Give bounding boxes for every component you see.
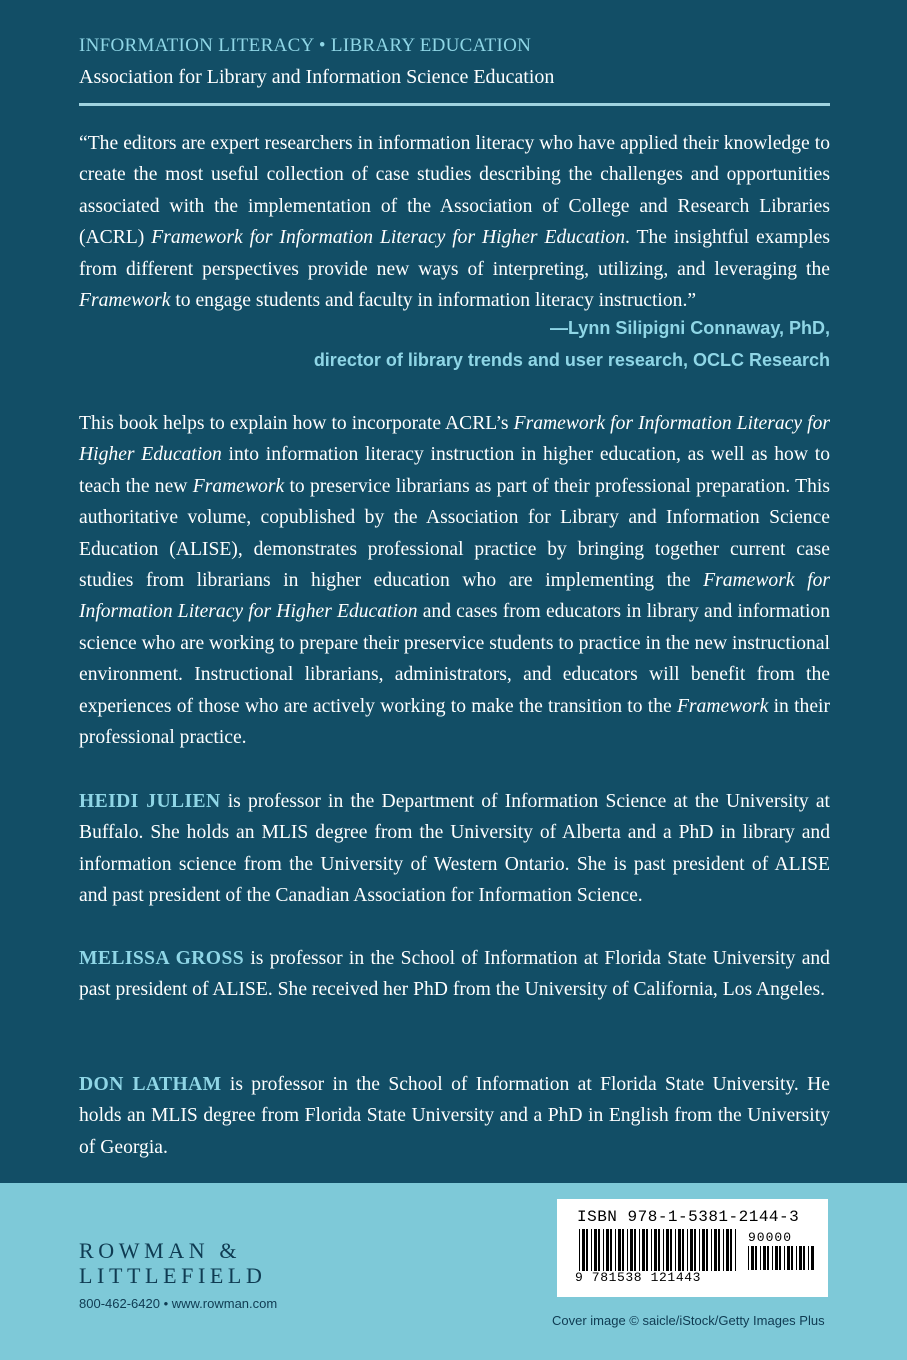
ean-digits: 9 781538 121443 (575, 1270, 702, 1285)
barcode-bar (694, 1229, 696, 1271)
barcode-bar (706, 1229, 708, 1271)
barcode-bar (579, 1229, 580, 1271)
price-barcode-bars (748, 1246, 814, 1270)
barcode-bar (714, 1229, 717, 1271)
quote-book-title: Framework for Information Literacy for Higher Education (151, 227, 626, 249)
barcode-bar (666, 1229, 669, 1271)
publisher-logo-line1: ROWMAN & (79, 1238, 242, 1263)
quote-text: to engage students and faculty in information literacy instruction.” (170, 290, 697, 312)
barcode-bar (760, 1246, 761, 1270)
organization-line: Association for Library and Information Science Education (79, 66, 555, 88)
barcode-bar (702, 1229, 705, 1271)
barcode-bar (751, 1246, 754, 1270)
description-text: to preservice librarians as part of their professional preparation. This authoritative volume, copublished by the Association for Library and Information Science Education (ALISE), demonstrates professional practice by bringing together current case studies from librarians in higher education who are implementing the (79, 475, 831, 592)
barcode-bar (606, 1229, 609, 1271)
barcode-bar (755, 1246, 757, 1270)
barcode-bar (699, 1229, 700, 1271)
quote-framework: Framework (79, 290, 171, 312)
barcode-bar (726, 1229, 729, 1271)
barcode-bar (591, 1229, 592, 1271)
barcode-bar (779, 1246, 781, 1270)
barcode-bar (687, 1229, 688, 1271)
quote-text: “The editors are expert researchers in information literacy who have applied their knowledge to create the most useful collection of case studies describing the challenges and opportunities associated with the implementation of the Association of College and Research Libraries (ACRL) (79, 133, 830, 249)
description-italic: Framework for Information Literacy for Higher Education (79, 570, 830, 623)
barcode-bar (634, 1229, 636, 1271)
barcode-bar (723, 1229, 724, 1271)
quote-text: . The insightful examples from different perspectives provide new ways of interpreting, utilizing, and leveraging the (79, 227, 830, 280)
barcode-bar (690, 1229, 693, 1271)
barcode-bar (670, 1229, 672, 1271)
price-code: 90000 (748, 1230, 793, 1245)
author-bio-text: is professor in the School of Information at Florida State University and past president of ALISE. She received her PhD from the University of California, Los Angeles. (79, 948, 830, 1001)
barcode-bar (748, 1246, 749, 1270)
barcode-bar (610, 1229, 612, 1271)
barcode-bar (678, 1229, 681, 1271)
barcode-bar (772, 1246, 773, 1270)
description-italic: Framework for Information Literacy for Higher Education (79, 413, 830, 466)
barcode-bar (796, 1246, 797, 1270)
description-text: into information literacy instruction in higher education, as well as how to teach the new (79, 444, 830, 497)
author-name: MELISSA GROSS (79, 948, 245, 969)
barcode-bar (642, 1229, 645, 1271)
barcode-bar (615, 1229, 616, 1271)
quote-attribution-title: director of library trends and user research, OCLC Research (313, 350, 830, 370)
author-bio-text: is professor in the School of Information at Florida State University. He holds an MLIS degree from Florida State University and a PhD in English from the University of Georgia. (79, 1074, 830, 1158)
barcode-bar (630, 1229, 633, 1271)
barcode-bar (622, 1229, 624, 1271)
barcode-bar (682, 1229, 684, 1271)
barcode-bar (675, 1229, 676, 1271)
publisher-contact: 800-462-6420 • www.rowman.com (79, 1296, 278, 1311)
category-line: INFORMATION LITERACY • LIBRARY EDUCATION (79, 35, 532, 56)
description-text: and cases from educators in library and information science who are working to prepare their preservice students to practice in the new instructional environment. Instructional librarians, administrators, and educators will benefit from the experiences of those who are actively working to make the transition to the (79, 601, 830, 717)
barcode-bar (763, 1246, 766, 1270)
barcode-bar (735, 1229, 736, 1271)
barcode-bar (799, 1246, 802, 1270)
barcode-bar (658, 1229, 660, 1271)
barcode-bar (582, 1229, 585, 1271)
barcode-bar (775, 1246, 778, 1270)
publisher-logo-line2: LITTLEFIELD (79, 1263, 267, 1288)
barcode-bar (787, 1246, 790, 1270)
barcode-bar (586, 1229, 588, 1271)
barcode-bar (803, 1246, 805, 1270)
barcode-bar (811, 1246, 814, 1270)
barcode-bar (646, 1229, 648, 1271)
barcode-bar (791, 1246, 793, 1270)
barcode-bar (718, 1229, 720, 1271)
description-text: This book helps to explain how to incorporate ACRL’s (79, 413, 514, 434)
description-italic: Framework (676, 695, 769, 717)
barcode-bar (730, 1229, 732, 1271)
barcode-bar (603, 1229, 604, 1271)
cover-image-credit: Cover image © saicle/iStock/Getty Images Plus (552, 1313, 825, 1328)
barcode-bar (618, 1229, 621, 1271)
barcode-bar (627, 1229, 628, 1271)
barcode-bar (711, 1229, 712, 1271)
author-bio-text: is professor in the Department of Information Science at the University at Buffalo. She holds an MLIS degree from the University of Alberta and a PhD in library and information science from the University of Western Ontario. She is past president of ALISE and past president of the Canadian Association for Information Science. (79, 791, 830, 907)
barcode-bar (651, 1229, 652, 1271)
author-name: HEIDI JULIEN (79, 791, 221, 812)
description-italic: Framework (192, 475, 285, 497)
barcode-bar (767, 1246, 769, 1270)
barcode-bar (594, 1229, 597, 1271)
barcode-bar (639, 1229, 640, 1271)
quote-attribution-name: —Lynn Silipigni Connaway, PhD, (549, 318, 830, 338)
isbn-number: ISBN 978-1-5381-2144-3 (577, 1208, 800, 1226)
description-text: in their professional practice. (79, 695, 830, 749)
barcode-bar (663, 1229, 664, 1271)
ean-barcode-bars (579, 1229, 736, 1271)
barcode-bar (808, 1246, 809, 1270)
author-name: DON LATHAM (79, 1074, 222, 1095)
barcode-bar (654, 1229, 657, 1271)
barcode-bar (784, 1246, 785, 1270)
barcode-bar (598, 1229, 600, 1271)
